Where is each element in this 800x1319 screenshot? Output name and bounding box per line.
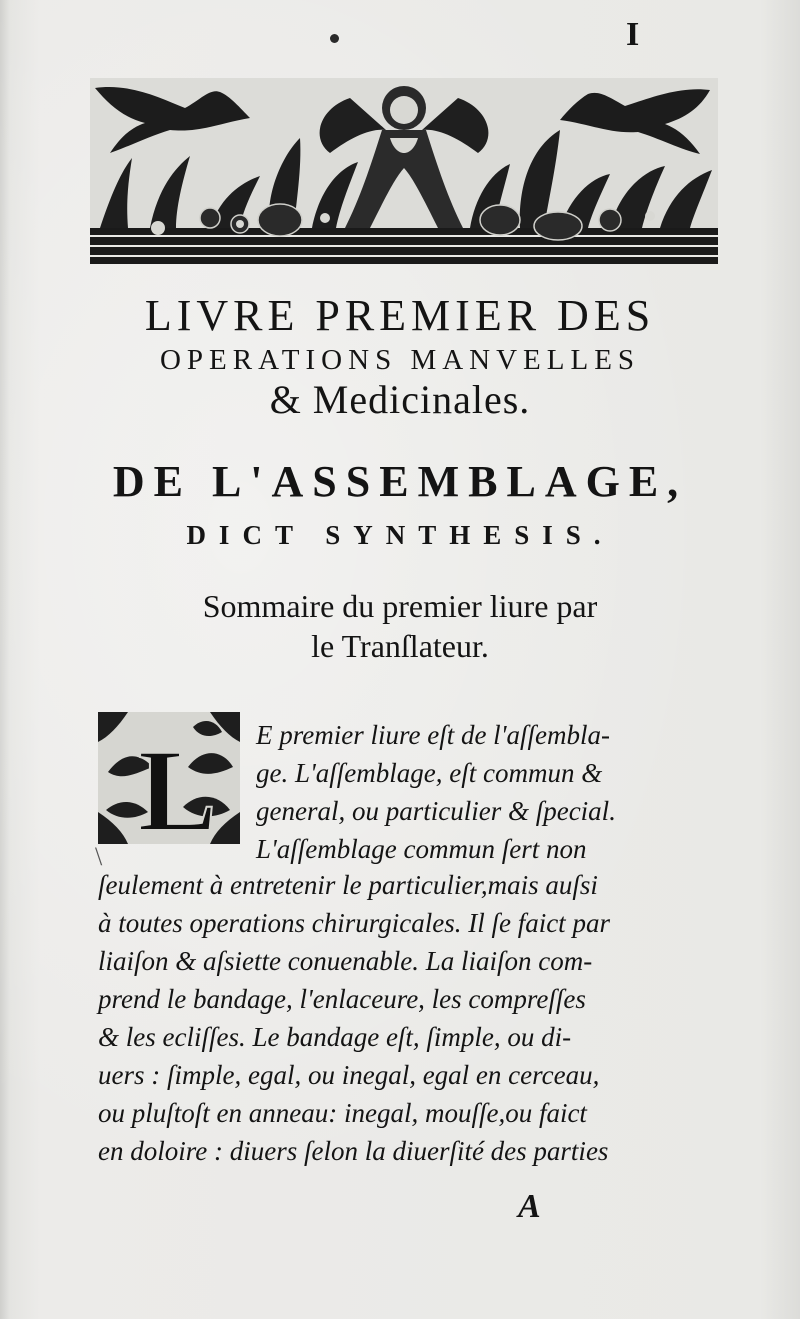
signature-mark: A (518, 1188, 541, 1225)
body-line-3: general, ou particulier & ſpecial. (256, 796, 616, 826)
body-line-4: L'aſſemblage commun ſert non (256, 834, 587, 864)
title-line-1: LIVRE PREMIER DES (144, 291, 656, 340)
decorated-initial-letter (98, 712, 240, 844)
body-line-12: en doloire : diuers ſelon la diuerſité des parties (98, 1136, 609, 1166)
body-line-6: à toutes operations chirurgicales. Il ſe faict par (98, 908, 610, 938)
title-line-3: & Medicinales. (269, 377, 531, 422)
body-line-9: & les ecliſſes. Le bandage eſt, ſimple, ou di- (98, 1022, 572, 1052)
page-number: I (626, 16, 640, 53)
summary-heading-line-1: Sommaire du premier liure par (202, 588, 598, 624)
body-line-5: ſeulement à entretenir le particulier,mais auſsi (98, 870, 598, 900)
summary-heading-line-2: le Tranſlateur. (311, 628, 489, 664)
body-line-2: ge. L'aſſemblage, eſt commun & (256, 758, 603, 788)
margin-mark: \ (95, 842, 103, 871)
body-line-11: ou pluſtoſt en anneau: inegal, mouſſe,ou faict (98, 1098, 587, 1128)
section-title: DE L'ASSEMBLAGE, (112, 457, 688, 506)
svg-text:L: L (138, 725, 217, 844)
body-line-7: liaiſon & aſsiette conuenable. La liaiſon com- (98, 946, 593, 976)
title-line-2: OPERATIONS MANVELLES (159, 344, 641, 376)
ink-dot (330, 34, 339, 43)
body-line-1: E premier liure eſt de l'aſſembla- (256, 720, 610, 750)
body-line-10: uers : ſimple, egal, ou inegal, egal en cerceau, (98, 1060, 600, 1090)
section-subtitle: DICT SYNTHESIS. (186, 520, 614, 550)
body-line-8: prend le bandage, l'enlaceure, les compreſſes (98, 984, 586, 1014)
woodcut-headpiece-ornament (90, 78, 718, 264)
